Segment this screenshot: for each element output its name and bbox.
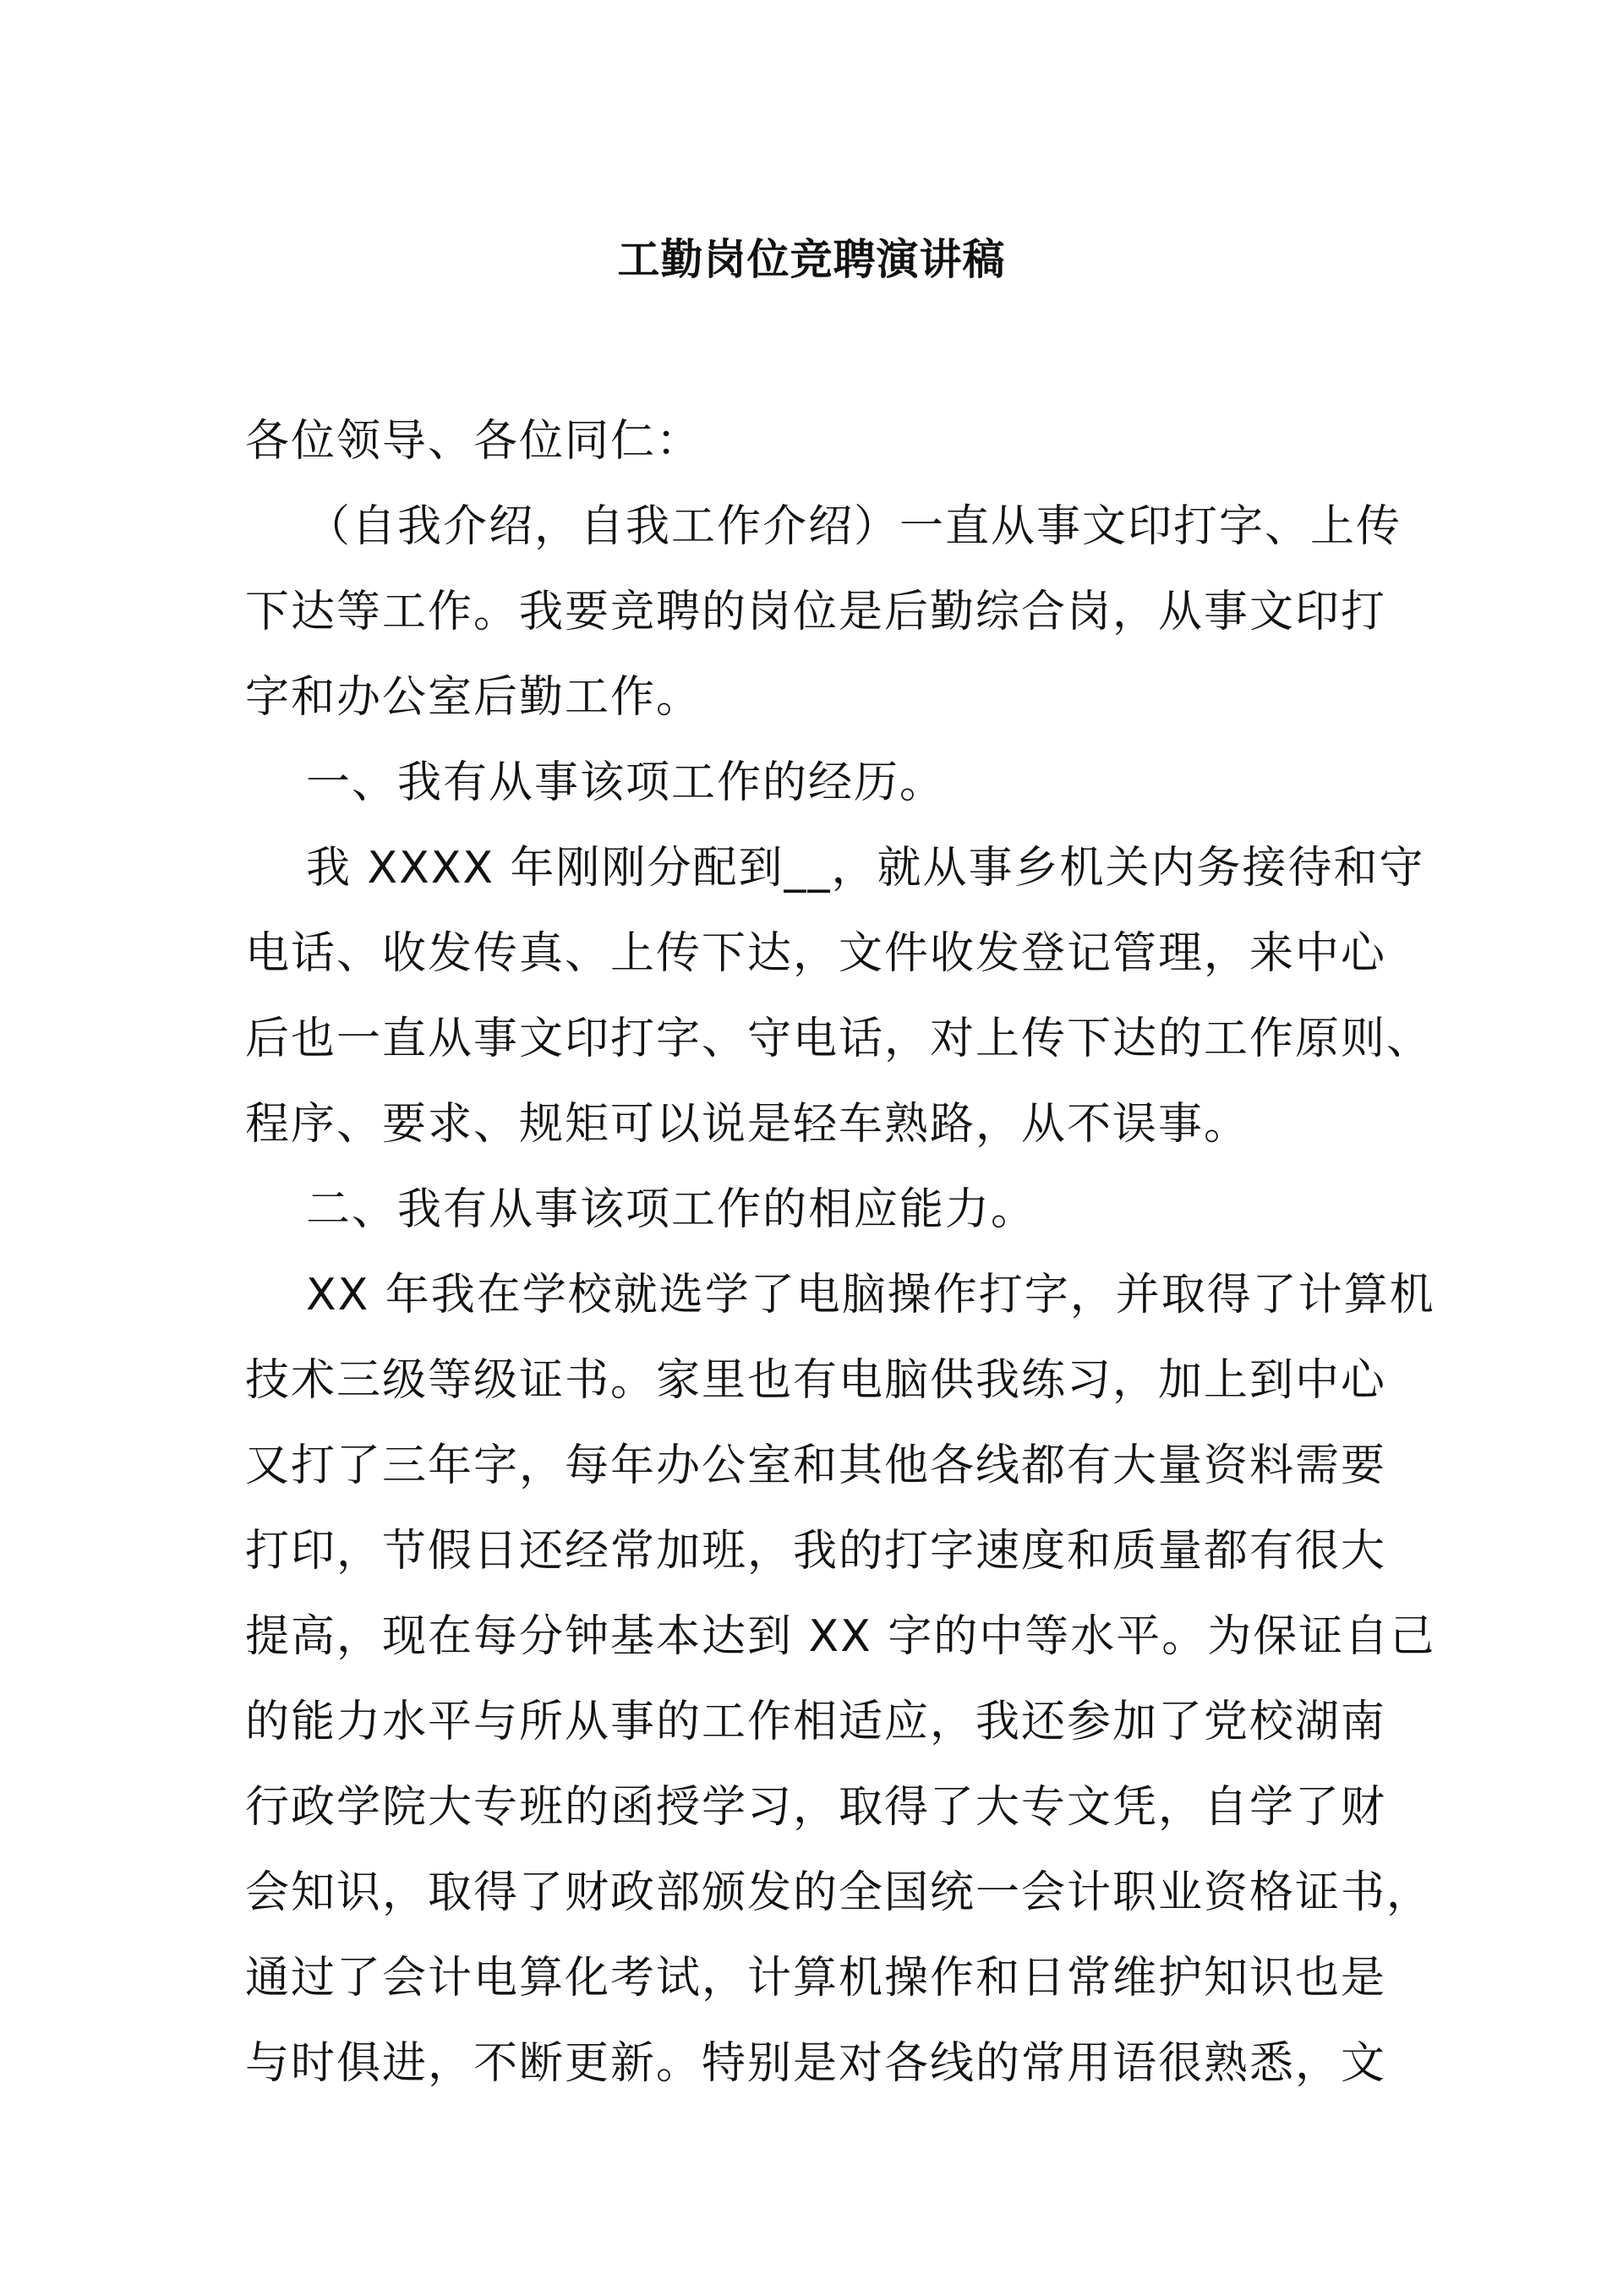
- document-body: [245, 399, 1436, 2107]
- text-line: 各位领导、各位同仁：: [245, 416, 702, 467]
- text-line: 下达等工作。我要竞聘的岗位是后勤综合岗，从事文印打: [245, 587, 1387, 637]
- text-line: 打印，节假日还经常加班，我的打字速度和质量都有很大: [245, 1526, 1387, 1577]
- text-line: 电话、收发传真、上传下达，文件收发登记管理，来中心: [245, 928, 1387, 979]
- section-heading-2: [245, 1167, 1395, 1253]
- text-line: XX 年我在学校就选学了电脑操作打字，并取得了计算机: [306, 1270, 1435, 1320]
- text-line: 又打了三年字，每年办公室和其他各线都有大量资料需要: [245, 1440, 1387, 1491]
- text-line: 会知识，取得了财政部颁发的全国统一会计职业资格证书，: [245, 1867, 1433, 1918]
- paragraph-experience: [245, 826, 1433, 1167]
- text-line: 程序、要求、规矩可以说是轻车熟路，从不误事。: [245, 1099, 1250, 1150]
- section-heading-1: [245, 741, 1395, 826]
- text-line: 后也一直从事文印打字、守电话，对上传下达的工作原则、: [245, 1014, 1433, 1064]
- text-line: 技术三级等级证书。家里也有电脑供我练习，加上到中心: [245, 1355, 1387, 1406]
- text-line: 通过了会计电算化考试，计算机操作和日常维护知识也是: [245, 1953, 1387, 2004]
- paragraph-intro: [245, 484, 1402, 741]
- document-title: 工勤岗位竞聘演讲稿: [617, 235, 1006, 284]
- text-line: 的能力水平与所从事的工作相适应，我还参加了党校湖南: [245, 1697, 1387, 1747]
- text-line: （自我介绍，自我工作介绍）一直从事文印打字、上传: [306, 501, 1402, 552]
- text-line: 提高，现在每分钟基本达到 XX 字的中等水平。为保证自己: [245, 1611, 1436, 1662]
- text-line: 行政学院大专班的函授学习，取得了大专文凭，自学了财: [245, 1782, 1387, 1833]
- text-line: 一、我有从事该项工作的经历。: [306, 757, 946, 808]
- salutation: [245, 399, 1395, 484]
- text-line: 二、我有从事该项工作的相应能力。: [306, 1184, 1037, 1235]
- paragraph-ability: [245, 1253, 1436, 2107]
- text-line: 与时俱进，不断更新。特别是对各线的常用语很熟悉，文: [245, 2038, 1387, 2089]
- text-line: 字和办公室后勤工作。: [245, 672, 702, 723]
- text-line: 我 XXXX 年刚刚分配到__，就从事乡机关内务接待和守: [306, 843, 1425, 894]
